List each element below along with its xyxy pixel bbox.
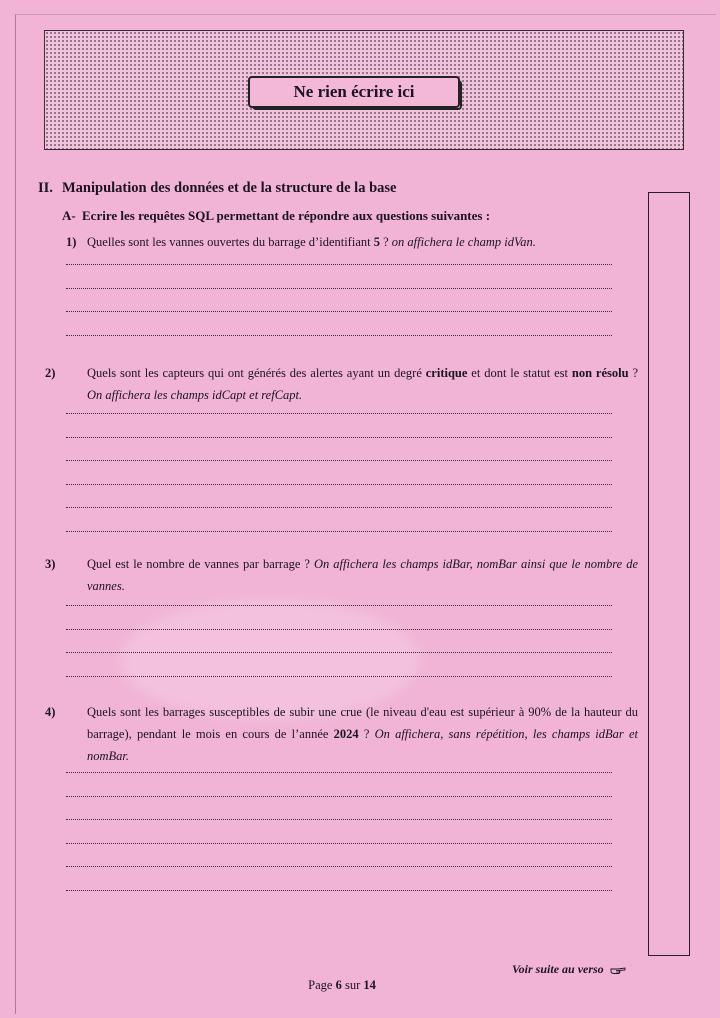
answer-line[interactable] [66,818,612,820]
question-number: 3) [45,557,56,571]
section-title-text: Manipulation des données et de la structure de la base [62,180,397,196]
subsection-title [62,208,490,224]
page-separator: sur [341,978,364,992]
answer-line[interactable] [66,771,612,773]
answer-line[interactable] [66,436,612,438]
answer-line[interactable] [66,459,612,461]
question-text: Quelles sont les vannes ouvertes du barrage d’identifiant [87,235,374,249]
question-instruction: On affichera les champs idCapt et refCapt. [87,388,303,402]
section-number: II. [38,180,53,196]
question-instruction: On affichera, sans répétition, les champs idBar et nomBar. [87,727,638,763]
answer-line[interactable] [66,795,612,797]
pointing-hand-icon [610,965,626,975]
answer-line[interactable] [66,842,612,844]
section-title [38,180,396,197]
answer-line[interactable] [66,483,612,485]
answer-line[interactable] [66,651,612,653]
answer-line[interactable] [66,334,612,336]
answer-line[interactable] [66,604,612,606]
subsection-number: A- [62,208,76,223]
question-text: Quel est le nombre de vannes par barrage ? [87,557,314,571]
page-total: 14 [363,978,376,992]
question-emphasis: non résolu [571,366,629,380]
page-current: 6 [335,978,342,992]
question-text: Quels sont les barrages susceptibles de subir une crue (le niveau d'eau est supérieur à 90% de la hauteur du barrage), pendant le mois en cours de l’année [87,705,638,741]
answer-line[interactable] [66,628,612,630]
answer-line[interactable] [66,310,612,312]
question-text: Quels sont les capteurs qui ont générés des alertes ayant un degré [87,366,426,380]
continue-on-back-note [512,962,626,977]
answer-line[interactable] [66,506,612,508]
question-1 [66,231,638,253]
question-number: 2) [45,366,56,380]
question-2 [45,362,638,406]
answer-line[interactable] [66,530,612,532]
question-4 [45,701,638,767]
continue-on-back-text: Voir suite au verso [512,962,604,976]
question-text: ? [379,235,392,249]
question-text: ? [628,366,638,380]
question-emphasis: 2024 [333,727,359,741]
answer-line[interactable] [66,412,612,414]
answer-line[interactable] [66,675,612,677]
question-instruction: On affichera les champs idBar, nomBar ainsi que le nombre de vannes. [87,557,638,593]
question-text: ? [358,727,375,741]
question-3 [45,553,638,597]
question-emphasis: critique [425,366,468,380]
question-text: et dont le statut est [467,366,572,380]
question-emphasis: 5 [373,235,380,249]
answer-line[interactable] [66,889,612,891]
page-number [0,978,684,993]
answer-line[interactable] [66,263,612,265]
answer-area-4[interactable] [66,771,612,912]
question-number: 4) [45,705,56,719]
question-instruction: on affichera le champ idVan. [391,235,536,249]
subsection-title-text: Ecrire les requêtes SQL permettant de répondre aux questions suivantes : [82,208,491,223]
page-prefix: Page [308,978,336,992]
answer-line[interactable] [66,287,612,289]
reserved-area-label: Ne rien écrire ici [248,76,460,108]
answer-area-3[interactable] [66,604,612,698]
answer-area-2[interactable] [66,412,612,553]
question-number: 1) [66,235,77,249]
answer-line[interactable] [66,865,612,867]
margin-grading-box [648,192,690,956]
answer-area-1[interactable] [66,263,612,357]
